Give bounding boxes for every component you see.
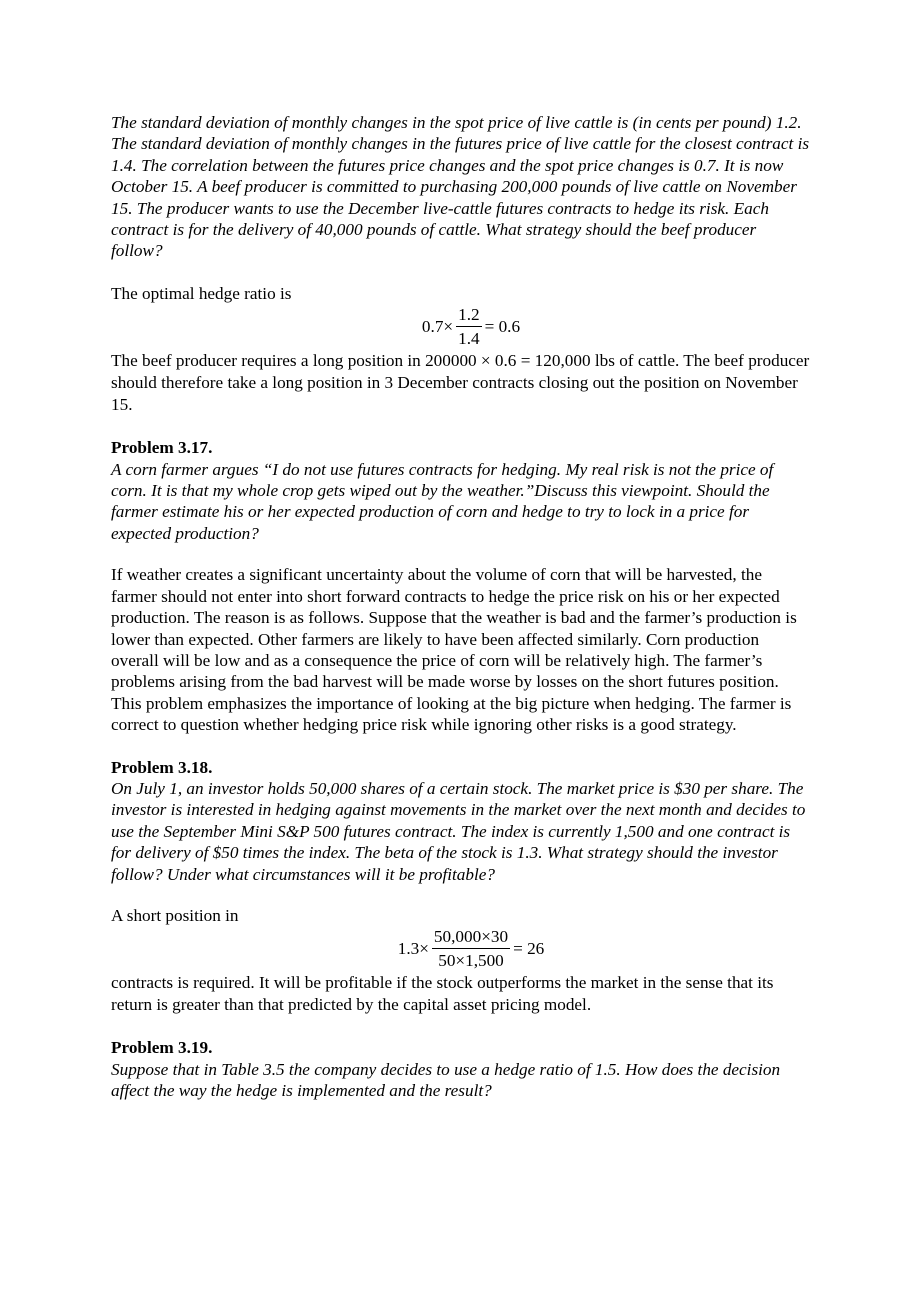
problem-3-18-question: On July 1, an investor holds 50,000 shares of a certain stock. The market price is $30 per share. The investor is interested in hedging against movements in the market over the next month and decides to use the September Mini S&P 500 futures contract. The index is currently 1,500 and one contract is for delivery of $50 times the index. The beta of the stock is 1.3. What strategy should the investor follow? Under what circumstances will it be profitable? — [111, 778, 806, 884]
fraction-numerator: 50,000×30 — [432, 927, 510, 949]
fraction-denominator: 1.4 — [458, 329, 480, 349]
contracts-equation — [131, 927, 811, 971]
hedge-ratio-equation — [131, 305, 811, 349]
equation-lhs: 1.3× — [397, 939, 429, 959]
equation-rhs: = 0.6 — [484, 317, 521, 337]
answer-text-end: lbs of cattle. The beef producer should therefore take a long position in 3 December contracts closing out the position on November 15. — [111, 351, 810, 415]
document-page — [111, 112, 811, 1102]
equation-rhs: = 26 — [513, 939, 545, 959]
answer-inline-math: 200000 × 0.6 = 120,000 — [425, 351, 591, 371]
problem-3-17-heading: Problem 3.17. — [111, 438, 213, 458]
beef-producer-answer — [111, 349, 811, 416]
problem-3-17-answer: If weather creates a significant uncertainty about the volume of corn that will be harvested, the farmer should not enter into short forward contracts to hedge the price risk on his or her expected production. The reason is as follows. Suppose that the weather is bad and the farmer’s production is lower than expected. Other farmers are likely to have been affected similarly. Corn production overall will be low and as a consequence the price of corn will be relatively high. The farmer’s problems arising from the bad harvest will be made worse by losses on the short futures position. This problem emphasizes the importance of looking at the big picture when hedging. The farmer is correct to question whether hedging price risk while ignoring other risks is a good strategy. — [111, 565, 797, 735]
fraction-denominator: 50×1,500 — [438, 951, 504, 971]
equation-fraction — [456, 305, 481, 349]
problem-3-16-question: The standard deviation of monthly changes in the spot price of live cattle is (in cents per pound) 1.2. The standard deviation of monthly changes in the futures price of live cattle for the closest contract is 1.4. The correlation between the futures price changes and the spot price changes is 0.7. It is now October 15. A beef producer is committed to purchasing 200,000 pounds of live cattle on November 15. The producer wants to use the December live-cattle futures contracts to hedge its risk. Each contract is for the delivery of 40,000 pounds of cattle. What strategy should the beef producer follow? — [111, 113, 810, 261]
problem-3-18-heading: Problem 3.18. — [111, 757, 213, 777]
equation-lhs: 0.7× — [421, 317, 454, 337]
answer-text-start: The beef producer requires a long position in — [111, 351, 426, 371]
problem-3-18-answer: contracts is required. It will be profitable if the stock outperforms the market in the sense that its return is greater than that predicted by the capital asset pricing model. — [111, 973, 774, 1015]
fraction-numerator: 1.2 — [456, 305, 481, 327]
short-position-intro: A short position in — [111, 905, 239, 925]
hedge-ratio-intro: The optimal hedge ratio is — [111, 283, 292, 303]
problem-3-17-question: A corn farmer argues “I do not use futures contracts for hedging. My real risk is not the price of corn. It is that my whole crop gets wiped out by the weather.”Discuss this viewpoint. Should the farmer estimate his or her expected production of corn and hedge to try to lock in a price for expected production? — [111, 459, 774, 543]
problem-3-19-question: Suppose that in Table 3.5 the company decides to use a hedge ratio of 1.5. How does the decision affect the way the hedge is implemented and the result? — [111, 1059, 781, 1101]
problem-3-19-heading: Problem 3.19. — [111, 1038, 213, 1058]
equation-fraction — [432, 927, 510, 971]
